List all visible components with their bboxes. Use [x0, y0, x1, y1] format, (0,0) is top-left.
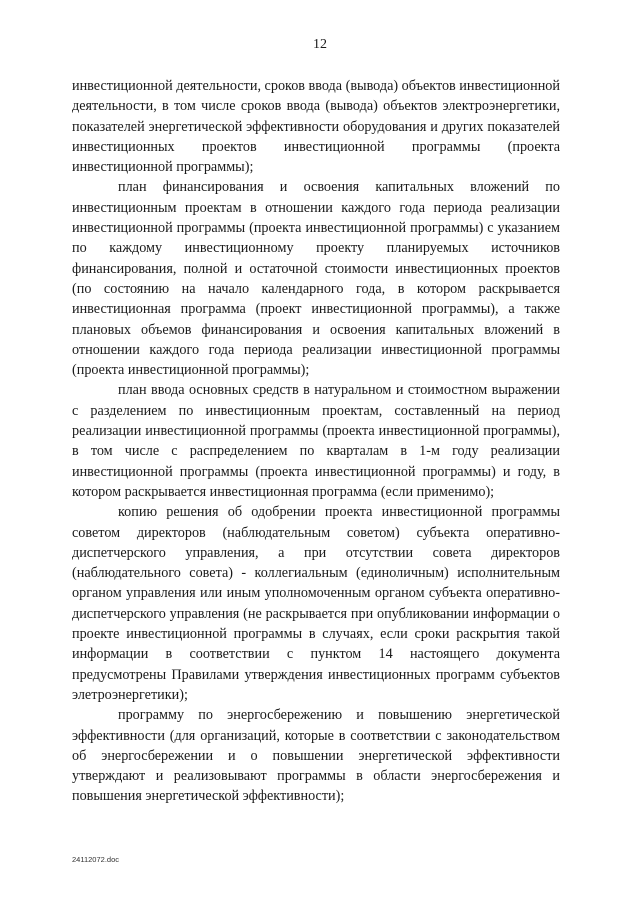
footer-filename: 24112072.doc	[72, 855, 119, 864]
paragraph-board-approval: копию решения об одобрении проекта инвестиционной программы советом директоров (наблюдательным советом) субъекта оперативно-диспетчерского управления, а при отсутствии совета директоров (наблюдательного совета) - коллегиальным (единоличным) исполнительным органом управления или иным уполномоченным органом субъекта оперативно-диспетчерского управления (не раскрывается при опубликовании информации о проекте инвестиционной программы в случаях, если сроки раскрытия такой информации в соответствии с пунктом 14 настоящего документа предусмотрены Правилами утверждения инвестиционных программ субъектов элетроэнергетики);	[72, 504, 560, 703]
paragraph-energy-saving-program: программу по энергосбережению и повышению энергетической эффективности (для организаций, которые в соответствии с законодательством об энергосбережении и о повышении энергетической эффективности утверждают и реализовывают программы в области энергосбережения и повышения энергетической эффективности);	[72, 707, 560, 805]
page-number: 12	[313, 37, 327, 52]
paragraph-financing-plan: план финансирования и освоения капитальных вложений по инвестиционным проектам в отношении каждого года периода реализации инвестиционной программы (проекта инвестиционной программы) с указанием по каждому инвестиционному проекту планируемых источников финансирования, полной и остаточной стоимости инвестиционных проектов (по состоянию на начало календарного года, в котором раскрывается инвестиционная программа (проект инвестиционной программы), а также плановых объемов финансирования и освоения капитальных вложений в отношении каждого года периода реализации инвестиционной программы (проекта инвестиционной программы);	[72, 179, 560, 379]
document-body	[72, 76, 560, 807]
paragraph-continuation: инвестиционной деятельности, сроков ввода (вывода) объектов инвестиционной деятельности, в том числе сроков ввода (вывода) объектов электроэнергетики, показателей энергетической эффективности оборудования и других показателей инвестиционных проектов инвестиционной программы (проекта инвестиционной программы);	[72, 78, 560, 176]
paragraph-fixed-assets-plan: план ввода основных средств в натуральном и стоимостном выражении с разделением по инвестиционным проектам, составленный на период реализации инвестиционной программы (проекта инвестиционной программы), в том числе с распределением по кварталам в 1-м году реализации инвестиционной программы (проекта инвестиционной программы) и году, в котором раскрывается инвестиционная программа (если применимо);	[72, 382, 560, 500]
